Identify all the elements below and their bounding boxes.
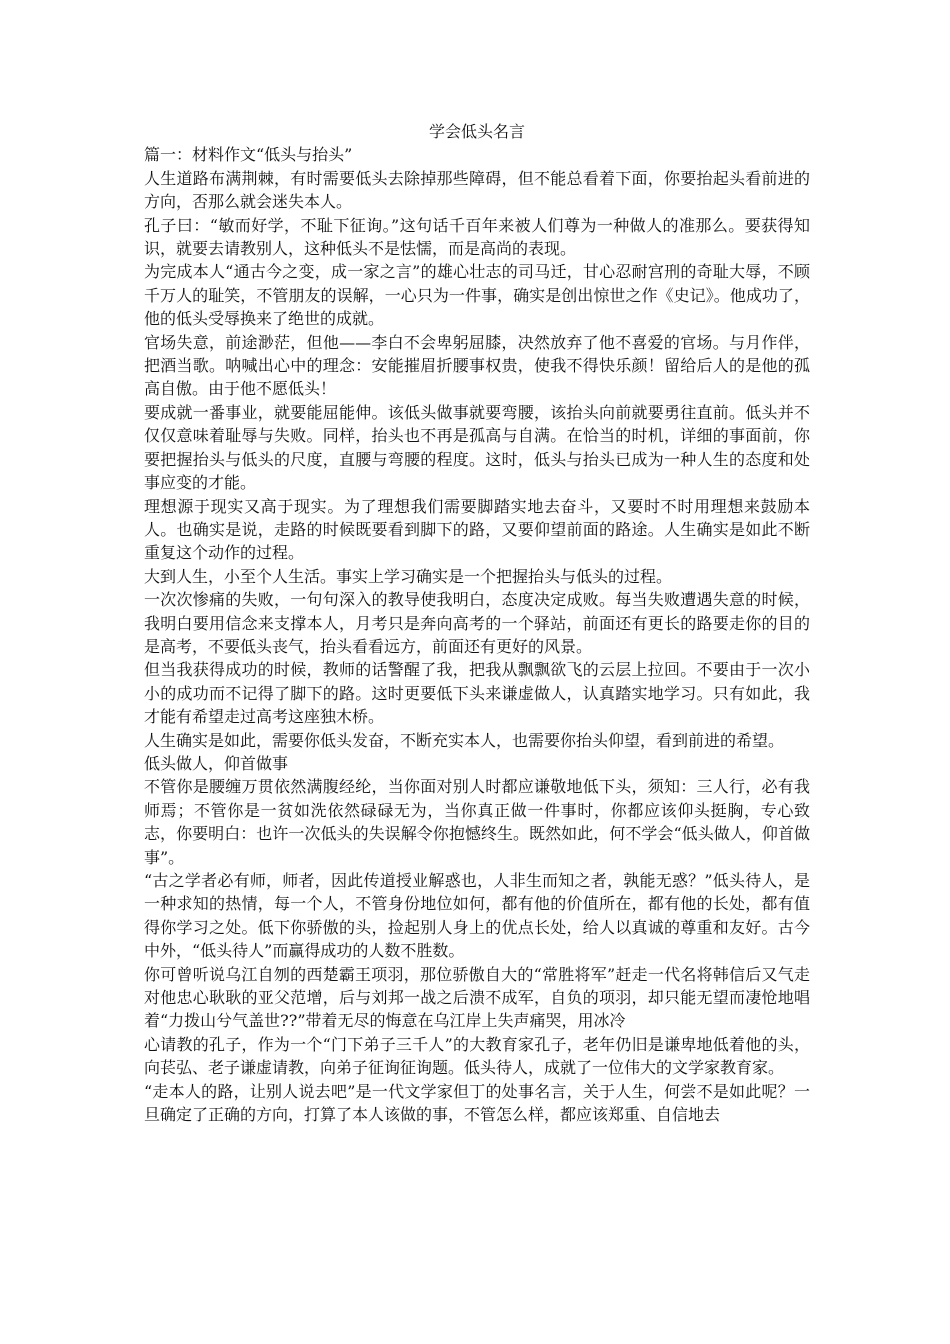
paragraph: 大到人生，小至个人生活。事实上学习确实是一个把握抬头与低头的过程。: [144, 566, 673, 586]
paragraph: 不管你是腰缠万贯依然满腹经纶，当你面对别人时都应谦敬地低下头，须知：三人行，必有我师焉；不管你是一贫如洗依然碌碌无为，当你真正做一件事时，你都应该仰头挺胸，专心致志，你要明白：也许一次低头的失误解令你抱憾终生。既然如此，何不学会“低头做人，仰首做事”。: [144, 777, 810, 867]
paragraph: 人生确实是如此，需要你低头发奋，不断充实本人，也需要你抬头仰望，看到前进的希望。: [144, 730, 785, 750]
paragraph: 人生道路布满荆棘，有时需要低头去除掉那些障碍，但不能总看着下面，你要抬起头看前进的方向，否那么就会迷失本人。: [144, 168, 810, 212]
paragraph: 心请教的孔子，作为一个“门下弟子三千人”的大教育家孔子，老年仍旧是谦卑地低着他的头，向苌弘、老子谦虚请教，向弟子征询征询题。低头待人，成就了一位伟大的文学家教育家。: [144, 1034, 810, 1078]
paragraph: 要成就一番事业，就要能屈能伸。该低头做事就要弯腰，该抬头向前就要勇往直前。低头并不仅仅意味着耻辱与失败。同样，抬头也不再是孤高与自满。在恰当的时机，详细的事面前，你要把握抬头与低头的尺度，直腰与弯腰的程度。这时，低头与抬头已成为一种人生的态度和处事应变的才能。: [144, 402, 810, 493]
paragraph: 官场失意，前途渺茫，但他——李白不会卑躬屈膝，决然放弃了他不喜爱的官场。与月作伴，把酒当歌。呐喊出心中的理念：安能摧眉折腰事权贵，使我不得快乐颜！留给后人的是他的孤高自傲。由于他不愿低头！: [144, 332, 810, 399]
paragraph: 你可曾听说乌江自刎的西楚霸王项羽，那位骄傲自大的“常胜将军”赶走一代名将韩信后又气走对他忠心耿耿的亚父范增，后与刘邦一战之后溃不成军，自负的项羽，却只能无望而凄怆地唱着“力拨山兮气盖世??”带着无尽的悔意在乌江岸上失声痛哭，用冰冷: [144, 964, 810, 1031]
document-body: [144, 143, 810, 1126]
paragraph: 孔子曰：“敏而好学，不耻下征询。”这句话千百年来被人们尊为一种做人的准那么。要获得知识，就要去请教别人，这种低头不是怯懦，而是高尚的表现。: [144, 215, 810, 259]
document-title: 学会低头名言: [428, 122, 525, 141]
paragraph-section-heading-2: 低头做人，仰首做事: [144, 753, 289, 773]
paragraph: 理想源于现实又高于现实。为了理想我们需要脚踏实地去奋斗，又要时不时用理想来鼓励本人。也确实是说，走路的时候既要看到脚下的路，又要仰望前面的路途。人生确实是如此不断重复这个动作的过程。: [144, 496, 810, 563]
paragraph: 但当我获得成功的时候，教师的话警醒了我，把我从飘飘欲飞的云层上拉回。不要由于一次小小的成功而不记得了脚下的路。这时更要低下头来谦虚做人，认真踏实地学习。只有如此，我才能有希望走过高考这座独木桥。: [144, 660, 810, 727]
paragraph-section-heading-1: 篇一：材料作文“低头与抬头”: [144, 145, 353, 165]
paragraph: 一次次惨痛的失败，一句句深入的教导使我明白，态度决定成败。每当失败遭遇失意的时候，我明白要用信念来支撑本人，月考只是奔向高考的一个驿站，前面还有更长的路要走你的目的是高考，不要低头丧气，抬头看看远方，前面还有更好的风景。: [144, 590, 810, 656]
paragraph: “古之学者必有师，师者，因此传道授业解惑也，人非生而知之者，孰能无惑？”低头待人，是一种求知的热情，每一个人，不管身份地位如何，都有他的价值所在，都有他的长处，都有值得你学习之处。低下你骄傲的头，捡起别人身上的优点长处，给人以真诚的尊重和友好。古今中外，“低头待人”而赢得成功的人数不胜数。: [144, 871, 810, 961]
document-page: [144, 120, 810, 1126]
paragraph: 为完成本人“通古今之变，成一家之言”的雄心壮志的司马迁，甘心忍耐宫刑的奇耻大辱，不顾千万人的耻笑，不管朋友的误解，一心只为一件事，确实是创出惊世之作《史记》。他成功了，他的低头受辱换来了绝世的成就。: [144, 262, 810, 329]
paragraph: “走本人的路，让别人说去吧”是一代文学家但丁的处事名言，关于人生，何尝不是如此呢？一旦确定了正确的方向，打算了本人该做的事，不管怎么样，都应该郑重、自信地去: [144, 1081, 810, 1125]
